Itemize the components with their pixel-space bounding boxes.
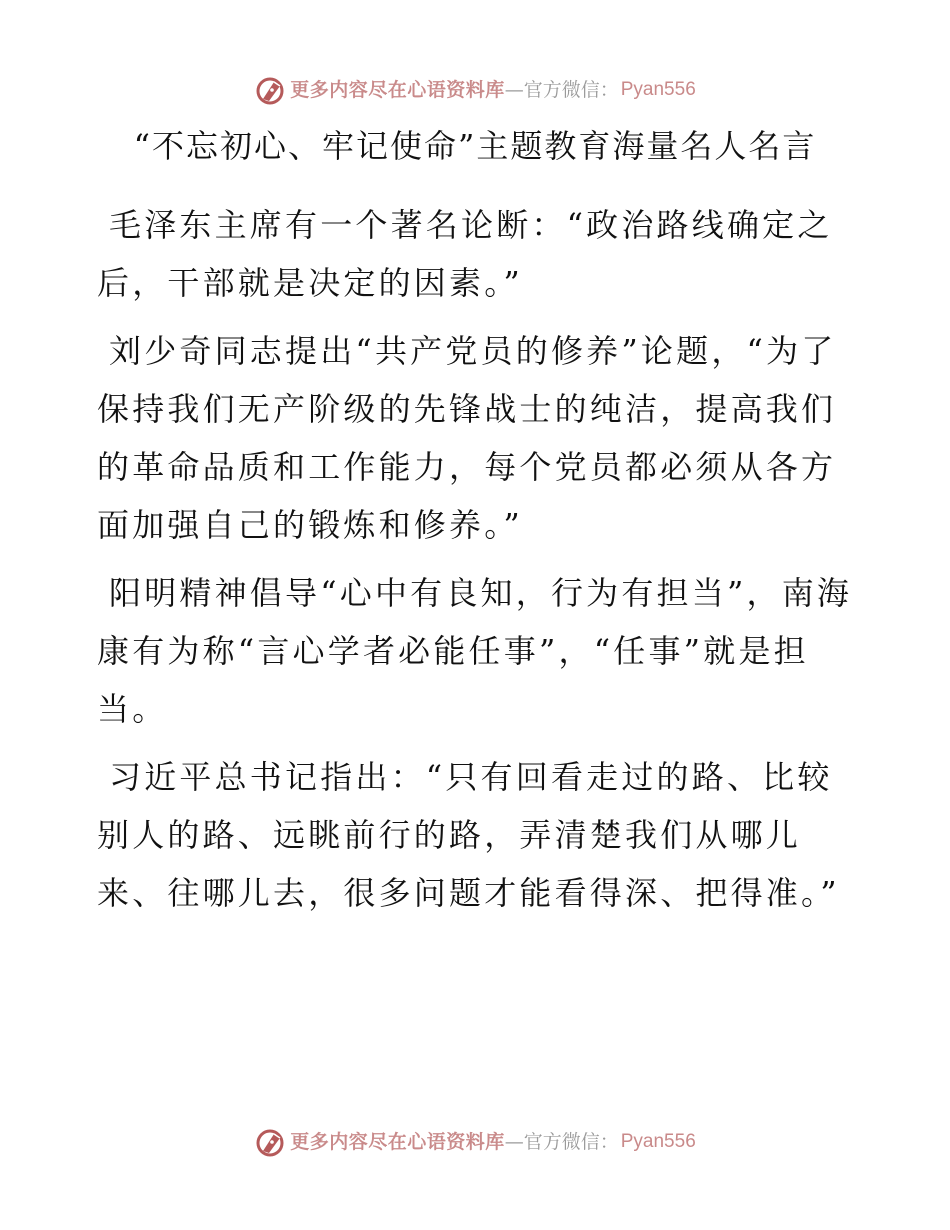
quote-paragraph: 毛泽东主席有一个著名论断：“政治路线确定之后，干部就是决定的因素。” bbox=[97, 206, 833, 302]
quote-paragraph: 习近平总书记指出：“只有回看走过的路、比较别人的路、远眺前行的路，弄清楚我们从哪儿来、往哪儿去，很多问题才能看得深、把得准。” bbox=[97, 758, 840, 912]
watermark-site-text: 更多内容尽在心语资料库 bbox=[290, 79, 505, 101]
quote-paragraph: 阳明精神倡导“心中有良知，行为有担当”，南海康有为称“言心学者必能任事”，“任事”就是担当。 bbox=[97, 574, 853, 728]
pen-nib-circle-icon bbox=[254, 74, 286, 106]
pen-nib-circle-icon bbox=[254, 1126, 286, 1158]
document-title: “不忘初心、牢记使命”主题教育海量名人名言 bbox=[133, 127, 817, 165]
footer-watermark bbox=[0, 1126, 950, 1158]
document-body bbox=[97, 196, 857, 922]
watermark-site-text: 更多内容尽在心语资料库 bbox=[290, 1131, 505, 1153]
watermark-wechat-label: —官方微信： bbox=[504, 79, 619, 101]
watermark-wechat-label: —官方微信： bbox=[504, 1131, 619, 1153]
quote-paragraph: 刘少奇同志提出“共产党员的修养”论题，“为了保持我们无产阶级的先锋战士的纯洁，提高我们的革命品质和工作能力，每个党员都必须从各方面加强自己的锻炼和修养。” bbox=[97, 332, 837, 544]
header-watermark bbox=[0, 74, 950, 106]
watermark-handle: Pyan556 bbox=[620, 1131, 696, 1152]
watermark-handle: Pyan556 bbox=[620, 79, 696, 100]
